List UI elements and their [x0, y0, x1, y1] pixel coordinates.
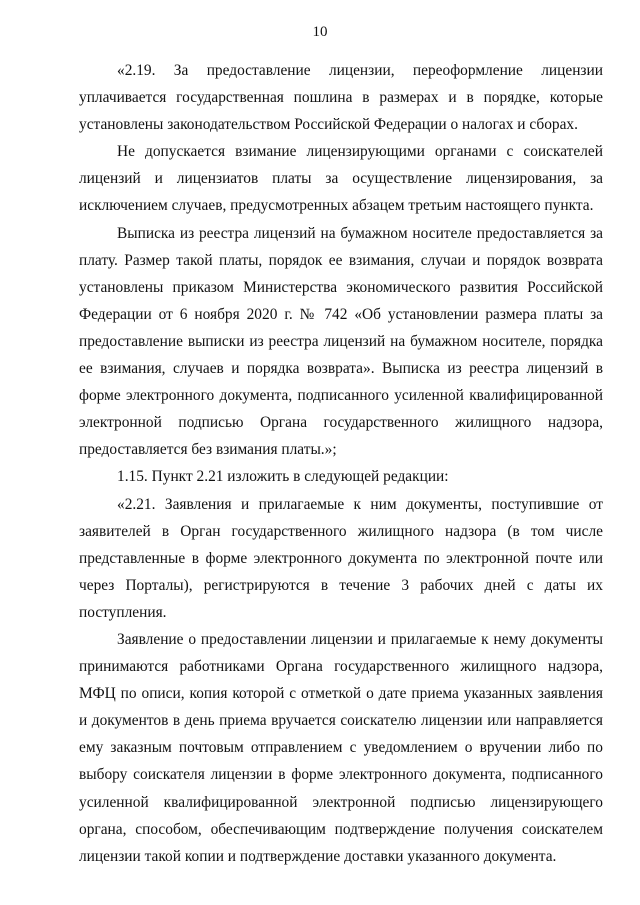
- paragraph-2-19: «2.19. За предоставление лицензии, переоформление лицензии уплачивается государственная пошлина в размерах и в порядке, которые установлены законодательством Российской Федерации о налогах и сборах.: [79, 62, 603, 134]
- paragraph-fee-prohibition: Не допускается взимание лицензирующими органами с соискателей лицензий и лицензиатов платы за осуществление лицензирования, за исключением случаев, предусмотренных абзацем третьим настоящего пункта.: [79, 143, 603, 215]
- paragraph-1-15: 1.15. Пункт 2.21 изложить в следующей редакции:: [117, 468, 449, 486]
- paragraph-application-acceptance: Заявление о предоставлении лицензии и прилагаемые к нему документы принимаются работниками Органа государственного жилищного надзора, МФЦ по описи, копия которой с отметкой о дате приема указанных заявления и документов в день приема вручается соискателю лицензии или направляется ему заказным почтовым отправлением с уведомлением о вручении либо по выбору соискателя лицензии в форме электронного документа, подписанного усиленной квалифицированной электронной подписью лицензирующего органа, способом, обеспечивающим подтверждение получения соискателем лицензии такой копии и подтверждение доставки указанного документа.: [79, 630, 603, 865]
- paragraph-2-21: «2.21. Заявления и прилагаемые к ним документы, поступившие от заявителей в Орган государственного жилищного надзора (в том числе представленные в форме электронного документа по электронной почте или через Порталы), регистрируются в течение 3 рабочих дней с даты их поступления.: [79, 495, 603, 621]
- document-body: [79, 57, 603, 870]
- paragraph-registry-extract: Выписка из реестра лицензий на бумажном носителе предоставляется за плату. Размер такой платы, порядок ее взимания, случаи и порядок возврата установлены приказом Министерства экономического развития Российской Федерации от 6 ноября 2020 г. № 742 «Об установлении размера платы за предоставление выписки из реестра лицензий на бумажном носителе, порядка ее взимания, случаев и порядка возврата». Выписка из реестра лицензий в форме электронного документа, подписанного усиленной квалифицированной электронной подписью Органа государственного жилищного надзора, предоставляется без взимания платы.»;: [79, 224, 603, 459]
- page-number: 10: [312, 24, 328, 40]
